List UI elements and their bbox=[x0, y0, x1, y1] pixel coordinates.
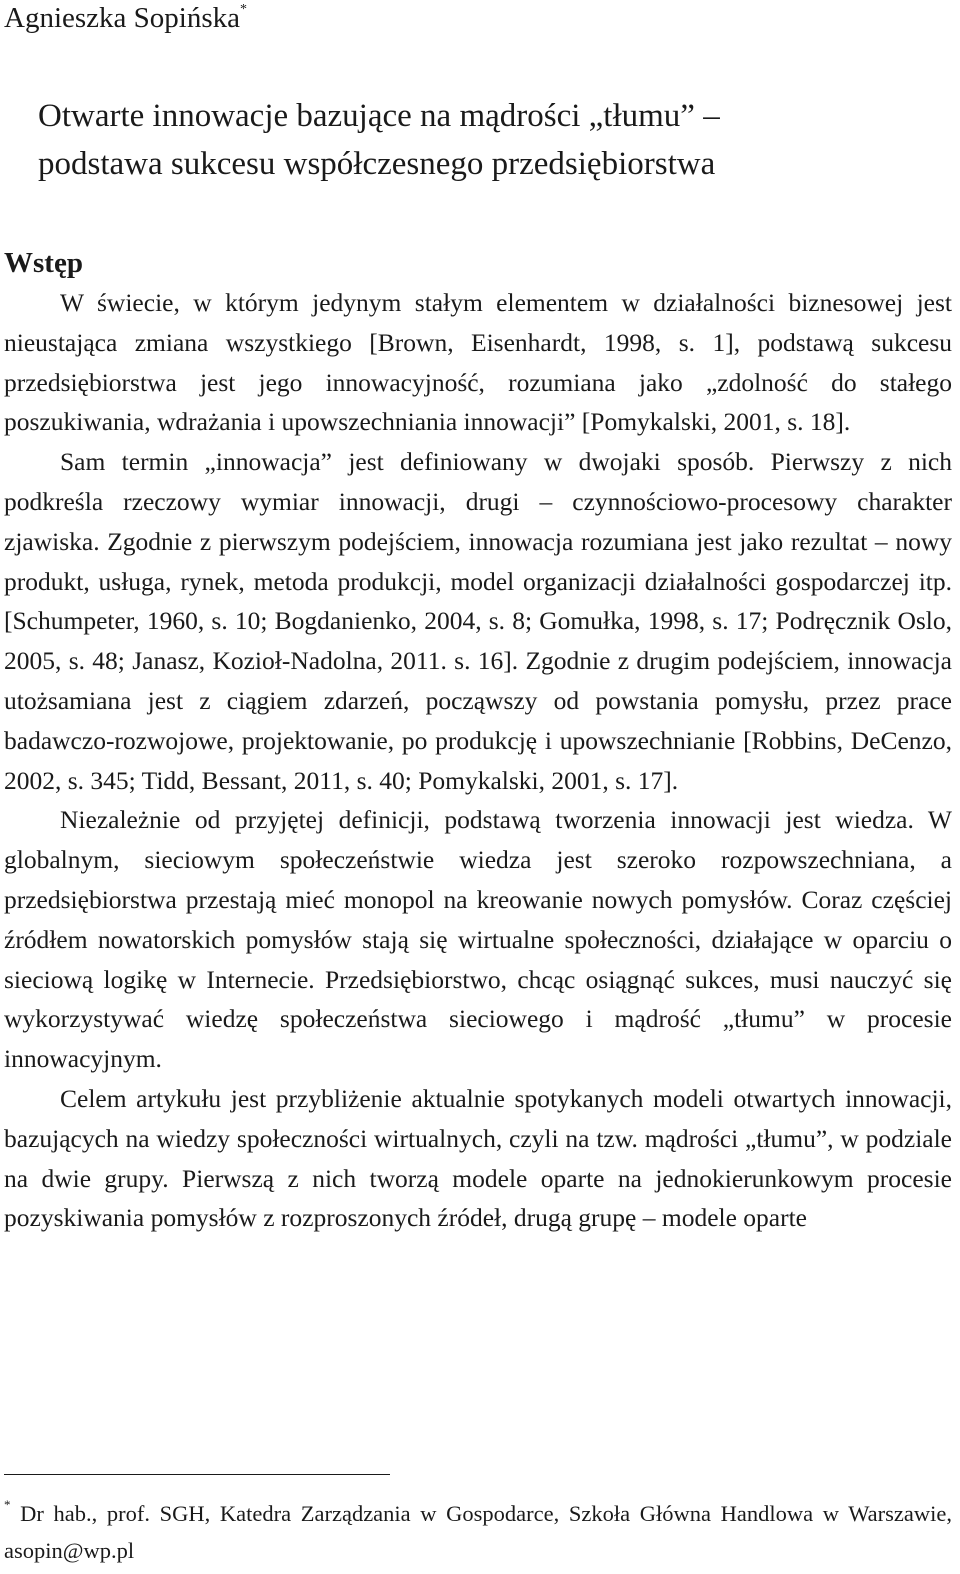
paragraph-4: Celem artykułu jest przybliżenie aktualnie spotykanych modeli otwartych innowacji, bazujących na wiedzy społeczności wirtualnych, czyli na tzw. mądrości „tłumu”, w podziale na dwie grupy. Pierwszą z nich tworzą modele oparte na jednokierunkowym procesie pozyskiwania pomysłów z rozproszonych źródeł, drugą grupę – modele oparte bbox=[4, 1083, 952, 1233]
body-text bbox=[4, 283, 952, 1238]
footnote-mark: * bbox=[4, 1497, 11, 1512]
footnote-text: Dr hab., prof. SGH, Katedra Zarządzania w Gospodarce, Szkoła Główna Handlowa w Warszawie, asopin@wp.pl bbox=[4, 1501, 952, 1563]
author-name bbox=[4, 0, 247, 36]
article-title bbox=[38, 92, 938, 188]
footnote bbox=[4, 1495, 952, 1569]
paragraph-2: Sam termin „innowacja” jest definiowany w dwojaki sposób. Pierwszy z nich podkreśla rzeczowy wymiar innowacji, drugi – czynnościowo-procesowy charakter zjawiska. Zgodnie z pierwszym podejściem, innowacja rozumiana jest jako rezultat – nowy produkt, usługa, rynek, metoda produkcji, model organizacji działalności gospodarczej itp. [Schumpeter, 1960, s. 10; Bogdanienko, 2004, s. 8; Gomułka, 1998, s. 17; Podręcznik Oslo, 2005, s. 48; Janasz, Kozioł-Nadolna, 2011. s. 16]. Zgodnie z drugim podejściem, innowacja utożsamiana jest z ciągiem zdarzeń, począwszy od powstania pomysłu, przez prace badawczo-rozwojowe, projektowanie, po produkcję i upowszechnianie [Robbins, DeCenzo, 2002, s. 345; Tidd, Bessant, 2011, s. 40; Pomykalski, 2001, s. 17]. bbox=[4, 447, 952, 795]
footnote-marker: * bbox=[240, 2, 247, 17]
author-name-text: Agnieszka Sopińska bbox=[4, 2, 240, 34]
paragraph-3: Niezależnie od przyjętej definicji, podstawą tworzenia innowacji jest wiedza. W globalnym, sieciowym społeczeństwie wiedza jest szeroko rozpowszechniana, a przedsiębiorstwa przestają mieć monopol na kreowanie nowych pomysłów. Coraz częściej źródłem nowatorskich pomysłów stają się wirtualne społeczności, działające w oparciu o sieciową logikę w Internecie. Przedsiębiorstwo, chcąc osiągnąć sukces, musi nauczyć się wykorzystywać wiedzę społeczeństwa sieciowego i mądrość „tłumu” w procesie innowacyjnym. bbox=[4, 805, 952, 1074]
paragraph-1: W świecie, w którym jedynym stałym elementem w działalności biznesowej jest nieustająca zmiana wszystkiego [Brown, Eisenhardt, 1998, s. 1], podstawą sukcesu przedsiębiorstwa jest jego innowacyjność, rozumiana jako „zdolność do stałego poszukiwania, wdrażania i upowszechniania innowacji” [Pomykalski, 2001, s. 18]. bbox=[4, 288, 952, 437]
footnote-separator bbox=[4, 1474, 390, 1475]
title-line-1: Otwarte innowacje bazujące na mądrości „tłumu” – bbox=[38, 98, 720, 134]
section-heading: Wstęp bbox=[4, 247, 83, 279]
title-line-2: podstawa sukcesu współczesnego przedsiębiorstwa bbox=[38, 146, 716, 182]
